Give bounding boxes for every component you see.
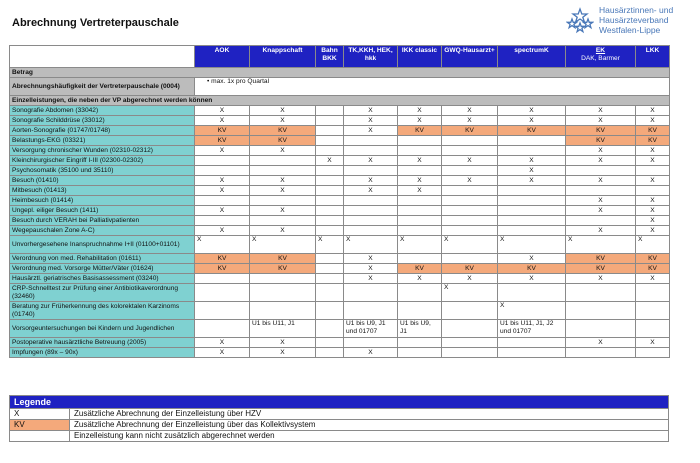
table-cell xyxy=(442,166,498,176)
table-row xyxy=(10,338,670,348)
row-label: Psychosomatik (35100 und 35110) xyxy=(10,166,195,176)
table-cell xyxy=(250,156,316,166)
table-cell: X xyxy=(566,274,636,284)
table-cell: X xyxy=(344,264,398,274)
table-header-row xyxy=(10,46,670,68)
table-cell: KV xyxy=(498,126,566,136)
column-header-8 xyxy=(636,46,670,68)
table-cell: KV xyxy=(398,126,442,136)
table-cell xyxy=(442,186,498,196)
logo-line-1: Hausärztinnen- und xyxy=(599,5,674,15)
column-header-label: IKK classic xyxy=(401,47,438,54)
table-cell xyxy=(566,284,636,302)
table-cell: X xyxy=(398,236,442,254)
table-cell xyxy=(195,302,250,320)
table-cell: X xyxy=(344,176,398,186)
column-header-label: AOK xyxy=(214,47,230,54)
table-row xyxy=(10,254,670,264)
table-cell: X xyxy=(316,156,344,166)
table-cell: X xyxy=(442,116,498,126)
table-cell xyxy=(316,320,344,338)
table-cell xyxy=(442,206,498,216)
table-row xyxy=(10,186,670,196)
table-cell: X xyxy=(636,216,670,226)
table-cell: KV xyxy=(636,136,670,146)
table-row xyxy=(10,320,670,338)
table-cell: X xyxy=(250,338,316,348)
table-cell xyxy=(636,166,670,176)
table-cell: KV xyxy=(250,126,316,136)
row-label: Postoperative hausärztliche Betreuung (2005) xyxy=(10,338,195,348)
column-header-label: TK,KKH, HEK, hkk xyxy=(348,47,393,62)
table-cell: KV xyxy=(636,254,670,264)
table-cell xyxy=(398,206,442,216)
table-cell: X xyxy=(316,236,344,254)
table-cell xyxy=(398,136,442,146)
table-cell: X xyxy=(442,106,498,116)
logo-line-2: Hausärzteverband xyxy=(599,15,669,25)
table-cell xyxy=(442,136,498,146)
table-cell: X xyxy=(195,176,250,186)
table-row xyxy=(10,116,670,126)
table-cell: U1 bis U11, J1, J2 und 01707 xyxy=(498,320,566,338)
table-cell xyxy=(316,126,344,136)
table-row xyxy=(10,126,670,136)
table-cell xyxy=(250,166,316,176)
table-cell xyxy=(636,302,670,320)
table-cell: KV xyxy=(566,264,636,274)
table-cell: X xyxy=(636,116,670,126)
row-label: Vorsorgeuntersuchungen bei Kindern und Jugendlichen xyxy=(10,320,195,338)
table-cell: KV xyxy=(250,254,316,264)
table-cell xyxy=(442,302,498,320)
table-cell: X xyxy=(398,116,442,126)
table-cell xyxy=(442,348,498,358)
table-cell xyxy=(566,166,636,176)
table-cell: X xyxy=(398,106,442,116)
table-cell xyxy=(398,226,442,236)
table-cell xyxy=(498,186,566,196)
table-cell: X xyxy=(636,146,670,156)
table-cell xyxy=(442,338,498,348)
table-cell: X xyxy=(498,106,566,116)
table-row xyxy=(10,136,670,146)
table-cell: X xyxy=(344,274,398,284)
table-cell xyxy=(398,216,442,226)
table-cell xyxy=(566,216,636,226)
legend-table xyxy=(9,395,669,442)
row-label: Heimbesuch (01414) xyxy=(10,196,195,206)
section-betrag-label: Betrag xyxy=(10,68,670,78)
association-logo xyxy=(566,5,696,39)
row-label: Verordnung von med. Rehabilitation (01611) xyxy=(10,254,195,264)
header-corner xyxy=(10,46,195,68)
table-cell: KV xyxy=(566,254,636,264)
table-cell xyxy=(442,320,498,338)
table-cell: KV xyxy=(498,264,566,274)
table-cell xyxy=(566,302,636,320)
column-header-label: Knappschaft xyxy=(262,47,303,54)
table-cell xyxy=(316,166,344,176)
table-cell xyxy=(636,186,670,196)
table-row xyxy=(10,226,670,236)
table-row xyxy=(10,264,670,274)
table-cell: KV xyxy=(195,254,250,264)
table-cell: KV xyxy=(442,126,498,136)
column-header-label: spectrumK xyxy=(514,47,549,54)
table-cell: X xyxy=(636,206,670,216)
table-cell: X xyxy=(344,236,398,254)
table-cell: X xyxy=(498,274,566,284)
table-row xyxy=(10,166,670,176)
table-cell xyxy=(316,186,344,196)
table-cell xyxy=(195,196,250,206)
table-cell: KV xyxy=(636,126,670,136)
table-cell xyxy=(498,206,566,216)
frequency-row xyxy=(10,78,670,96)
table-cell: X xyxy=(195,236,250,254)
table-row xyxy=(10,106,670,116)
table-cell: KV xyxy=(195,126,250,136)
table-cell xyxy=(442,196,498,206)
table-cell: U1 bis U11, J1 xyxy=(250,320,316,338)
table-cell xyxy=(344,136,398,146)
legend-key: X xyxy=(10,409,70,420)
table-cell xyxy=(498,136,566,146)
table-cell: X xyxy=(566,116,636,126)
legend-text: Einzelleistung kann nicht zusätzlich abgerechnet werden xyxy=(70,431,669,442)
column-header-label: Bahn BKK xyxy=(321,47,338,62)
column-header-label: LKK xyxy=(645,47,660,54)
table-cell: X xyxy=(344,186,398,196)
table-cell xyxy=(195,216,250,226)
legend-header xyxy=(10,396,669,409)
table-cell: X xyxy=(442,284,498,302)
table-cell: X xyxy=(636,338,670,348)
table-cell: X xyxy=(195,146,250,156)
column-header-1 xyxy=(250,46,316,68)
table-cell: X xyxy=(566,226,636,236)
table-cell: X xyxy=(442,236,498,254)
table-row xyxy=(10,156,670,166)
row-label: Sonografie Abdomen (33042) xyxy=(10,106,195,116)
column-header-5 xyxy=(442,46,498,68)
table-cell: X xyxy=(250,116,316,126)
table-cell: KV xyxy=(398,264,442,274)
table-row xyxy=(10,216,670,226)
table-cell xyxy=(344,216,398,226)
section-betrag xyxy=(10,68,670,78)
table-cell xyxy=(398,166,442,176)
table-cell: X xyxy=(498,254,566,264)
table-cell: X xyxy=(636,156,670,166)
table-cell: X xyxy=(442,176,498,186)
table-cell xyxy=(566,186,636,196)
table-cell: X xyxy=(250,176,316,186)
table-cell xyxy=(442,254,498,264)
row-label: Besuch durch VERAH bei Palliativpatienten xyxy=(10,216,195,226)
table-cell: X xyxy=(195,186,250,196)
row-label: Unvorhergesehene Inanspruchnahme I+II (01100+01101) xyxy=(10,236,195,254)
table-cell xyxy=(195,166,250,176)
table-cell xyxy=(498,284,566,302)
legend-key xyxy=(10,431,70,442)
table-cell xyxy=(498,226,566,236)
table-cell: X xyxy=(250,106,316,116)
table-cell xyxy=(398,338,442,348)
table-cell: X xyxy=(195,338,250,348)
table-cell xyxy=(636,284,670,302)
table-cell: X xyxy=(566,176,636,186)
table-cell xyxy=(316,254,344,264)
table-cell: X xyxy=(636,236,670,254)
row-label: Beratung zur Früherkennung des kolorektalen Karzinoms (01740) xyxy=(10,302,195,320)
table-cell: KV xyxy=(250,136,316,146)
legend-title: Legende xyxy=(10,396,669,409)
table-cell xyxy=(344,226,398,236)
table-cell xyxy=(316,206,344,216)
row-label: Kleinchirurgischer Eingriff I-III (02300-02302) xyxy=(10,156,195,166)
table-cell xyxy=(316,226,344,236)
table-cell: X xyxy=(636,106,670,116)
table-cell: X xyxy=(195,206,250,216)
table-cell: X xyxy=(344,126,398,136)
table-cell: KV xyxy=(636,264,670,274)
table-cell: X xyxy=(195,348,250,358)
column-header-7 xyxy=(566,46,636,68)
table-cell: X xyxy=(195,116,250,126)
column-header-0 xyxy=(195,46,250,68)
table-cell xyxy=(195,284,250,302)
table-cell xyxy=(316,136,344,146)
table-row xyxy=(10,206,670,216)
legend-text: Zusätzliche Abrechnung der Einzelleistung über das Kollektivsystem xyxy=(70,420,669,431)
table-cell xyxy=(498,338,566,348)
table-cell: X xyxy=(344,116,398,126)
table-cell: X xyxy=(566,156,636,166)
table-cell: X xyxy=(636,176,670,186)
table-cell xyxy=(250,284,316,302)
table-cell xyxy=(316,274,344,284)
table-cell xyxy=(398,302,442,320)
table-cell: KV xyxy=(250,264,316,274)
table-row xyxy=(10,284,670,302)
table-cell: X xyxy=(344,106,398,116)
section-einzelleistungen-label: Einzelleistungen, die neben der VP abgerechnet werden können xyxy=(10,96,670,106)
table-cell: X xyxy=(344,254,398,264)
table-cell xyxy=(344,338,398,348)
table-cell xyxy=(498,146,566,156)
table-cell: X xyxy=(498,302,566,320)
table-cell: X xyxy=(442,274,498,284)
column-header-sub: DAK, Barmer xyxy=(581,55,620,62)
table-cell: X xyxy=(398,156,442,166)
table-cell xyxy=(316,284,344,302)
logo-line-3: Westfalen-Lippe xyxy=(599,25,661,35)
table-cell xyxy=(250,302,316,320)
table-cell xyxy=(442,146,498,156)
column-header-3 xyxy=(344,46,398,68)
table-cell xyxy=(344,284,398,302)
table-cell: KV xyxy=(442,264,498,274)
table-row xyxy=(10,302,670,320)
table-cell xyxy=(398,348,442,358)
legend-row xyxy=(10,431,669,442)
stars-logo-icon xyxy=(566,7,594,35)
table-cell xyxy=(316,116,344,126)
table-cell xyxy=(344,196,398,206)
table-cell: X xyxy=(498,116,566,126)
row-label: Versorgung chronischer Wunden (02310-02312) xyxy=(10,146,195,156)
row-label: Ungepl. eiliger Besuch (1411) xyxy=(10,206,195,216)
table-cell: KV xyxy=(566,136,636,146)
table-cell: X xyxy=(498,236,566,254)
table-cell: X xyxy=(566,196,636,206)
table-cell: X xyxy=(250,348,316,358)
frequency-label: Abrechnungshäufigkeit der Vertreterpauschale (0004) xyxy=(10,78,195,96)
table-cell xyxy=(316,106,344,116)
table-row xyxy=(10,146,670,156)
table-cell: X xyxy=(195,106,250,116)
table-cell xyxy=(195,274,250,284)
table-cell xyxy=(398,146,442,156)
table-cell xyxy=(250,216,316,226)
table-cell xyxy=(195,320,250,338)
row-label: Besuch (01410) xyxy=(10,176,195,186)
table-cell: KV xyxy=(566,126,636,136)
table-cell xyxy=(316,302,344,320)
row-label: Impfungen (89x – 90x) xyxy=(10,348,195,358)
table-cell: X xyxy=(566,206,636,216)
table-cell xyxy=(636,320,670,338)
table-cell xyxy=(316,196,344,206)
table-cell xyxy=(498,348,566,358)
table-cell xyxy=(316,338,344,348)
table-cell: X xyxy=(250,236,316,254)
table-cell xyxy=(195,156,250,166)
table-cell: X xyxy=(566,338,636,348)
table-cell: X xyxy=(344,156,398,166)
table-cell xyxy=(316,348,344,358)
table-cell: X xyxy=(195,226,250,236)
page-title: Abrechnung Vertreterpauschale xyxy=(12,17,179,29)
row-label: Aorten-Sonografie (01747/01748) xyxy=(10,126,195,136)
row-label: Hausärztl. geriatrisches Basisassessment (03240) xyxy=(10,274,195,284)
row-label: Wegepauschalen Zone A-C) xyxy=(10,226,195,236)
table-cell xyxy=(398,284,442,302)
row-label: Mitbesuch (01413) xyxy=(10,186,195,196)
table-cell xyxy=(250,196,316,206)
table-cell: X xyxy=(566,146,636,156)
table-cell: X xyxy=(566,106,636,116)
legend-row xyxy=(10,420,669,431)
table-cell: X xyxy=(636,226,670,236)
table-cell: X xyxy=(398,186,442,196)
table-cell xyxy=(442,226,498,236)
table-cell xyxy=(344,166,398,176)
table-cell: U1 bis U9, J1 und 01707 xyxy=(344,320,398,338)
table-cell: X xyxy=(442,156,498,166)
table-cell xyxy=(398,254,442,264)
column-header-6 xyxy=(498,46,566,68)
table-cell: X xyxy=(636,274,670,284)
table-cell: X xyxy=(498,166,566,176)
table-cell xyxy=(498,196,566,206)
table-row xyxy=(10,274,670,284)
column-header-label: EK xyxy=(595,47,606,54)
table-cell: X xyxy=(250,226,316,236)
table-cell: X xyxy=(498,156,566,166)
column-header-label: GWQ-Hausarzt+ xyxy=(444,47,495,54)
row-label: Belastungs-EKG (03321) xyxy=(10,136,195,146)
table-cell xyxy=(566,348,636,358)
column-header-4 xyxy=(398,46,442,68)
table-cell: X xyxy=(250,146,316,156)
legend-key: KV xyxy=(10,420,70,431)
table-cell: KV xyxy=(195,136,250,146)
table-cell xyxy=(316,216,344,226)
legend-text: Zusätzliche Abrechnung der Einzelleistung über HZV xyxy=(70,409,669,420)
table-row xyxy=(10,196,670,206)
table-row xyxy=(10,236,670,254)
table-cell: X xyxy=(498,176,566,186)
table-cell: X xyxy=(566,236,636,254)
table-cell xyxy=(316,264,344,274)
frequency-value: • max. 1x pro Quartal xyxy=(195,78,670,96)
table-cell xyxy=(636,348,670,358)
table-cell: X xyxy=(398,274,442,284)
table-cell: X xyxy=(398,176,442,186)
table-cell xyxy=(344,302,398,320)
table-cell xyxy=(316,146,344,156)
table-cell: KV xyxy=(195,264,250,274)
row-label: Verordnung med. Vorsorge Mütter/Väter (01624) xyxy=(10,264,195,274)
table-cell xyxy=(398,196,442,206)
table-cell xyxy=(344,146,398,156)
section-einzelleistungen xyxy=(10,96,670,106)
table-cell: X xyxy=(344,348,398,358)
table-cell xyxy=(498,216,566,226)
table-cell: X xyxy=(250,186,316,196)
table-cell xyxy=(566,320,636,338)
legend-row xyxy=(10,409,669,420)
table-cell: U1 bis U9, J1 xyxy=(398,320,442,338)
row-label: CRP-Schnelltest zur Prüfung einer Antibiotikaverordnung (32460) xyxy=(10,284,195,302)
billing-table xyxy=(9,45,670,358)
table-cell xyxy=(250,274,316,284)
table-row xyxy=(10,176,670,186)
table-cell xyxy=(316,176,344,186)
table-cell: X xyxy=(250,206,316,216)
table-row xyxy=(10,348,670,358)
table-cell xyxy=(442,216,498,226)
table-cell: X xyxy=(636,196,670,206)
row-label: Sonografie Schilddrüse (33012) xyxy=(10,116,195,126)
column-header-2 xyxy=(316,46,344,68)
table-cell xyxy=(344,206,398,216)
